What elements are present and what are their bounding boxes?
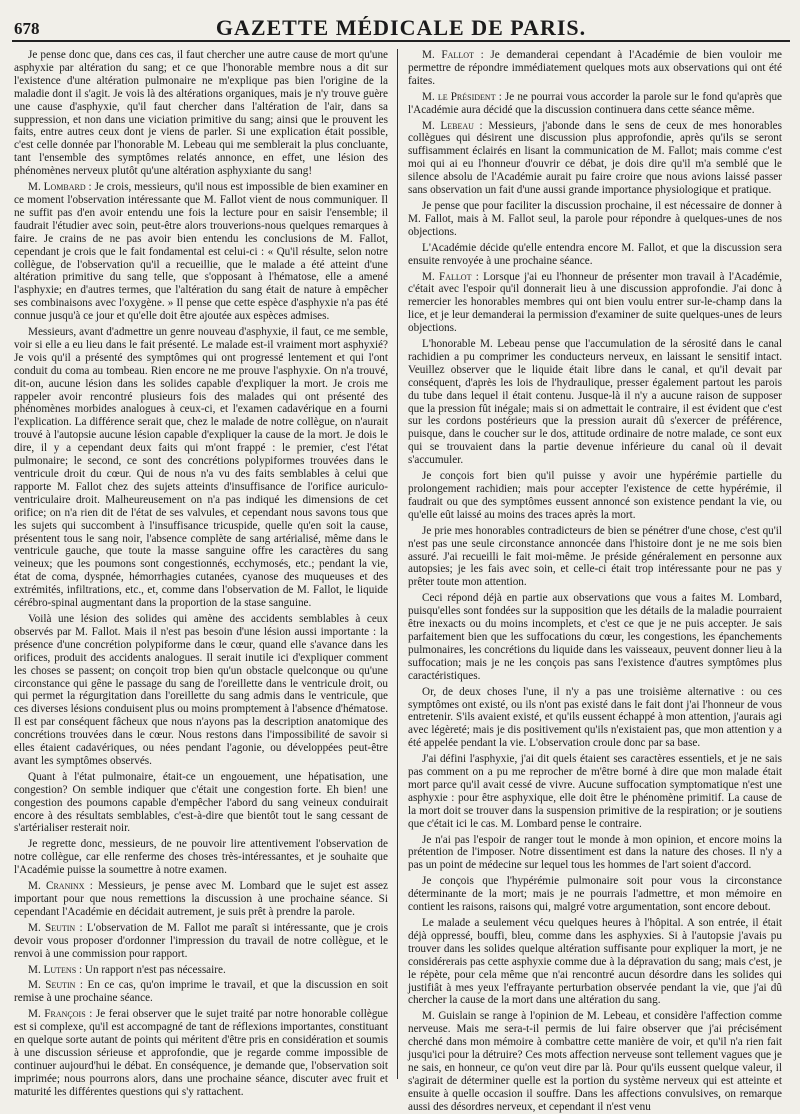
paragraph-text: M. Guislain se range à l'opinion de M. Lebeau, et considère l'affection comme nerveuse. Mais me sera-t-il permis de lui faire observer que j'ai précisément cherché dans mon mémoire à combattre cette manière de voir, et qu'il n'a rien fait jusqu'ici pour la détruire? Ces mots affection nerveuse sont tellement vagues que je ne sais, en honneur, ce qu'on veut dire par là. Pour qu'ils eussent quelque valeur, il s'agirait de déterminer quelle est la portion du système nerveux qui est atteinte et ensuite à quelle occasion il souffre. Dans les affections convulsives, on remarque aussi des désordres nerveux, et cependant il n'est venu [408, 1010, 782, 1113]
paragraph-text: Le malade a seulement vécu quelques heures à l'hôpital. A son entrée, il était déjà oppressé, bouffi, bleu, comme dans les asphyxies. Si à l'autopsie j'avais pu trouver dans les solides quelque altération suffisante pour expliquer la mort, je ne considérerais pas cette asphyxie comme due à la dépravation du sang; mais c'est, je le répète, pour cela même que n'ai rencontré aucun désordre dans les solides qui justifiât à mes yeux l'effrayante perturbation observée pendant la vie, que j'ai dû chercher la cause de la mort dans une altération du sang. [408, 917, 782, 1007]
paragraph-text: En ce cas, qu'on imprime le travail, et que la discussion en soit remise à une prochaine séance. [14, 979, 388, 1005]
paragraph-text: Je pense donc que, dans ces cas, il faut chercher une autre cause de mort qu'une asphyxie par altération du sang; et ce que l'honorable membre nous a dit sur l'existence d'une altération pulmonaire ne m'explique pas bien l'origine de la maladie dont il s'agit. Je vois là des altérations organiques, mais je n'y trouve guère une cause d'asphyxie, qu'il faut chercher dans l'altération de l'air, dans sa suppression, et non dans une viciation primitive du sang; ainsi que le prouvent les faits, entre autres ceux dont je viens de parler. Si une explication était possible, c'est celle donnée par l'honorable M. Lebeau qui me semblerait la plus concluante, tant l'ensemble des symptômes relatés annonce, en effet, une lésion des phénomènes nerveux plutôt qu'une altération asphyxiante du sang! [14, 49, 388, 178]
paragraph [408, 271, 782, 336]
paragraph [408, 91, 782, 117]
page-number: 678 [14, 19, 40, 38]
paragraph-text: Je regrette donc, messieurs, de ne pouvoir lire attentivement l'observation de notre collègue, car elle renferme des choses très-intéressantes, et je souhaite que l'Académie puisse la soumettre à notre examen. [14, 838, 388, 877]
column-divider [397, 49, 398, 1079]
paragraph-text: Messieurs, je pense avec M. Lombard que le sujet est assez important pour que nous remettions la discussion à une prochaine séance. Si cependant l'Académie en décidait autrement, je suis prêt à prendre la parole. [14, 880, 388, 918]
speaker-name: M. Fallot : [422, 49, 484, 61]
paragraph-text: Voilà une lésion des solides qui amène des accidents semblables à ceux observés par M. Fallot. Mais il n'est pas besoin d'une lésion aussi importante : la présence d'une concrétion polypiforme dans le cœur, quand elle s'avance dans les orifices, produit des accidents analogues. Il serait inutile ici d'expliquer comment les choses se passent; on conçoit trop bien qu'un obstacle quelconque ou qu'une circonstance qui gêne le passage du sang de l'oreillette dans le ventricule droit, ou qui permet la régurgitation dans l'oreillette du sang admis dans le ventricule, que ces diverses lésions conduisent plus ou moins promptement à l'absence d'hématose. Il est par conséquent fâcheux que nous n'ayons pas la description anatomique des concrétions trouvées dans le cœur. Nous restons dans l'impossibilité de savoir si elles étaient cadavériques, ou nées pendant l'agonie, ou développées peut-être avant les symptômes observés. [14, 612, 388, 767]
paragraph-text: Je ferai observer que le sujet traité par notre honorable collègue est si complexe, qu'il est accompagné de tant de réflexions importantes, constituant en quelque sorte autant de points qui méritent d'être pris en considération et soumis à une discussion sérieuse et approfondie, que je regarde comme impossible de continuer aujourd'hui le débat. En conséquence, je demande que, l'observation soit imprimée; nous pourrons alors, dans une prochaine séance, discuter avec fruit et maturité les différentes questions qui s'y rattachent. [14, 1008, 388, 1098]
paragraph-text: Je prie mes honorables contradicteurs de bien se pénétrer d'une chose, c'est qu'il n'est pas une seule circonstance annoncée dans l'histoire dont je ne me sois bien assuré. J'ai recueilli le fait moi-même. Je préside généralement en personne aux autopsies; je les fais avec soin, et celle-ci était trop intéressante pour ne pas y prêter toute mon attention. [408, 524, 782, 589]
speaker-name: M. Lombard : [28, 181, 92, 194]
paragraph [408, 200, 782, 239]
speaker-name: M. François : [28, 1008, 93, 1021]
paragraph [408, 338, 782, 467]
paragraph [408, 875, 782, 914]
speaker-name: M. le Président : [422, 90, 502, 103]
paragraph [408, 470, 782, 522]
paragraph [14, 326, 388, 610]
paragraph-text: Messieurs, avant d'admettre un genre nouveau d'asphyxie, il faut, ce me semble, voir si elle a eu lieu dans le fait présenté. Le malade est-il vraiment mort asphyxié? Je vois qu'il a présenté des symptômes qui ont progressé lentement et qui l'ont conduit du coma au tombeau. Rien encore ne me prouve l'asphyxie. On n'a trouvé, dit-on, aucune lésion dans les solides capable d'expliquer la mort. Je crois me rappeler avoir rencontré plusieurs fois des malades qui ont présenté des phénomènes morbides analogues à ceux-ci, et l'examen cadavérique en a fourni l'explication. La différence serait que, chez le malade de notre collègue, on n'aurait trouvé à l'autopsie aucune lésion capable d'expliquer la cause de la mort. Je dois le dire, il y a cependant deux faits qui m'ont frappé : le premier, c'est l'état pulmonaire; le second, ce sont des concrétions polypiformes trouvées dans le ventricule droit du cœur. Qui de nous n'a vu des faits semblables à celui que rapporte M. Fallot chez des sujets atteints d'insuffisance de l'orifice auriculo-ventriculaire droit. Malheureusement on n'a pas indiqué les dimensions de cet orifice; on n'a rien dit de l'état de ses valvules, et cependant nous savons tous que les sujets qui succombent à l'insuffisance tricuspide, quelle qu'en soit la cause, présentent tous le sang noir, l'absence complète de sang artérialisé, même dans le ventricule gauche, que toute la masse sanguine offre les caractères du sang veineux; que les poumons sont congestionnés, ecchymosés, etc.; pendant la vie, état de coma, dyspnée, hémorrhagies cutanées, cyanose des muqueuses et des extrémités, infiltrations, etc., et, comme dans l'observation de M. Fallot, le liquide cérébro-spinal augmentant dans la proportion de la stase sanguine. [14, 326, 388, 610]
speaker-name: M. Seutin : [28, 921, 83, 934]
paragraph [14, 1008, 388, 1098]
paragraph [14, 771, 388, 836]
paragraph [408, 242, 782, 268]
speaker-name: M. Fallot : [422, 270, 479, 283]
paragraph [14, 922, 388, 961]
paragraph [408, 917, 782, 1007]
paragraph-text: Je demanderai cependant à l'Académie de bien vouloir me permettre de répondre immédiatement quelques mots aux observations qui ont été faites. [408, 49, 783, 87]
journal-title: GAZETTE MÉDICALE DE PARIS. [215, 15, 587, 40]
paragraph [14, 613, 388, 768]
paragraph-text: J'ai défini l'asphyxie, j'ai dit quels étaient ses caractères essentiels, et je ne sais pas comment on a pu me reprocher de m'être borné à dire que mon malade était mort parce qu'il avait cessé de vivre. Aucune suffocation symptomatique n'est une asphyxie : pour être asphyxique, elle doit être le phénomène primitif. La cause de la mort doit se trouver dans la suspension primitive de la respiration; or je soutiens que c'était ici le cas. M. Lombard pense le contraire. [408, 753, 782, 830]
paragraph [408, 49, 782, 88]
paragraph-text: Messieurs, j'abonde dans le sens de ceux de mes honorables collègues qui désirent une discussion plus approfondie, après qu'ils se seront suffisamment éclairés en lisant la communication de M. Fallot; mais comme c'est moi qui ai eu l'honneur d'ouvrir ce débat, je dois dire qu'il m'a semblé que le silence absolu de l'Académie aurait pu faire croire que nous avions laissé passer sans observation un fait d'une aussi grande importance physiologique et pratique. [408, 119, 782, 197]
paragraph [408, 1010, 782, 1113]
paragraph [408, 686, 782, 751]
paragraph [14, 181, 388, 323]
paragraph [14, 49, 388, 178]
speaker-name: M. Lebeau : [422, 119, 483, 132]
paragraph-text: Je pense que pour faciliter la discussion prochaine, il est nécessaire de donner à M. Fallot, mais à M. Fallot seul, la parole pour répondre à quelques-unes de nos objections. [408, 199, 782, 238]
speaker-name: M. Lutens : [28, 963, 83, 976]
paragraph-text: L'Académie décide qu'elle entendra encore M. Fallot, et que la discussion sera ensuite renvoyée à une prochaine séance. [408, 241, 782, 267]
speaker-name: M. Seutin : [28, 979, 84, 992]
paragraph [408, 753, 782, 830]
paragraph [14, 838, 388, 877]
paragraph [408, 120, 782, 197]
paragraph-text: Je conçois que l'hypérémie pulmonaire soit pour vous la circonstance déterminante de la mort; mais je ne pourrais l'admettre, et mon mémoire en contient les raisons, raisons qui, malgré votre argumentation, sont encore debout. [408, 875, 782, 914]
paragraph-text: L'observation de M. Fallot me paraît si intéressante, que je crois devoir vous proposer d'ordonner l'impression du travail de notre collègue, et le renvoi à une commission pour rapport. [14, 921, 388, 960]
page-header [12, 8, 790, 42]
paragraph [14, 964, 388, 977]
paragraph [408, 834, 782, 873]
paragraph-text: Je conçois fort bien qu'il puisse y avoir une hypérémie partielle du prolongement rachidien; mais pour accepter l'existence de cette hypérémie, il faudrait ou que des symptômes eussent annoncé son existence pendant la vie, ou qu'elle eût laissé au moins des traces après la mort. [408, 470, 782, 521]
paragraph-text: L'honorable M. Lebeau pense que l'accumulation de la sérosité dans le canal rachidien a pu comprimer les conducteurs nerveux, en laissant le sensitif intact. Veuillez observer que le liquide était libre dans le canal, et qu'il devait par conséquent, d'après les lois de l'hydraulique, presser également partout les parois du tube dans lequel il était contenu. Jusque-là il n'y a aucune raison de supposer que la pression fût inégale; mais si on admettait le contraire, il est évident que c'est sur les cordons postérieurs que la pression aurait dû s'exercer de préférence, puisque, dans le coucher sur le dos, attitude ordinaire de notre malade, ce sont eux qui se trouvaient dans la partie devenue inférieure du canal où il devait s'accumuler. [408, 338, 782, 467]
paragraph [14, 880, 388, 919]
right-column [408, 49, 783, 1113]
paragraph [14, 979, 388, 1005]
paragraph-text: Ceci répond déjà en partie aux observations que vous a faites M. Lombard, puisqu'elles sont fondées sur la supposition que les détails de la maladie pourraient être inexacts ou du moins incomplets, et c'est ce que je ne puis accepter. Je sais parfaitement bien que les suffocations du cœur, les congestions, les épanchements pulmonaires, les concrétions du liquide dans les vaisseaux, peuvent donner lieu à la suffocation; mais je ne les conçois pas sans l'existence d'autres symptômes plus caractéristiques. [408, 592, 782, 682]
paragraph-text: Je ne pourrai vous accorder la parole sur le fond qu'après que l'Académie aura décidé que la discussion continuera dans cette séance même. [408, 90, 783, 116]
paragraph-text: Je n'ai pas l'espoir de ranger tout le monde à mon opinion, et encore moins la prétention de l'imposer. Notre dissentiment est dans la nature des choses. Il n'y a pas un point de médecine sur lequel tous les hommes de l'art soient d'accord. [408, 833, 782, 872]
paragraph-text: Quant à l'état pulmonaire, était-ce un engouement, une hépatisation, une congestion? On semble indiquer que c'était une congestion forte. Eh bien! une congestion des poumons capable d'empêcher l'abord du sang veineux conduirait encore à des résultats semblables, c'est-à-dire que bientôt tout le sang cessant de s'artérialiser resterait noir. [14, 770, 388, 835]
speaker-name: M. Craninx : [28, 880, 93, 893]
paragraph-text: Or, de deux choses l'une, il n'y a pas une troisième alternative : ou ces symptômes ont existé, ou ils n'ont pas existé dans le fait dont j'ai l'honneur de vous entretenir. S'ils avaient existé, et qu'ils eussent échappé à mon attention, j'aurais agi avec légèreté; mais je dis positivement qu'ils n'existaient pas, que mon attention y a été appelée pendant la vie. L'observation croule donc par sa base. [408, 685, 782, 750]
paragraph-text: Je crois, messieurs, qu'il nous est impossible de bien examiner en ce moment l'observation intéressante que M. Fallot vient de nous communiquer. Il ne suffit pas d'en avoir entendu une fois la lecture pour en saisir l'ensemble; il faudrait l'étudier avec soin, peut-être alors trouverions-nous quelques remarques à faire. Je crains de ne pas avoir bien entendu les conclusions de M. Fallot, cependant je crois que le fait fondamental est celui-ci : « Qu'il résulte, selon notre collègue, de l'observation qu'il a recueillie, que le malade a été atteint d'une altération primitive du sang telle, que s'opposant à l'hématose, elle a amené l'asphyxie; en d'autres termes, que l'altération du sang était de nature à empêcher ses combinaisons avec l'oxygène. » Il pense que cette espèce d'asphyxie n'a pas été connue jusqu'à ce jour et qu'elle doit être ajoutée aux espèces admises. [14, 181, 388, 323]
paragraph [408, 592, 782, 682]
paragraph-text: Lorsque j'ai eu l'honneur de présenter mon travail à l'Académie, c'était avec l'espoir qu'il donnerait lieu à une discussion approfondie. J'ai donc à remercier les honorables membres qui ont bien voulu entrer sur-le-champ dans la lice, et je leur demanderai la permission d'examiner de suite quelques-unes de leurs objections. [408, 270, 783, 335]
paragraph-text: Un rapport n'est pas nécessaire. [84, 963, 226, 976]
paragraph [408, 525, 782, 590]
left-column [14, 49, 388, 1098]
